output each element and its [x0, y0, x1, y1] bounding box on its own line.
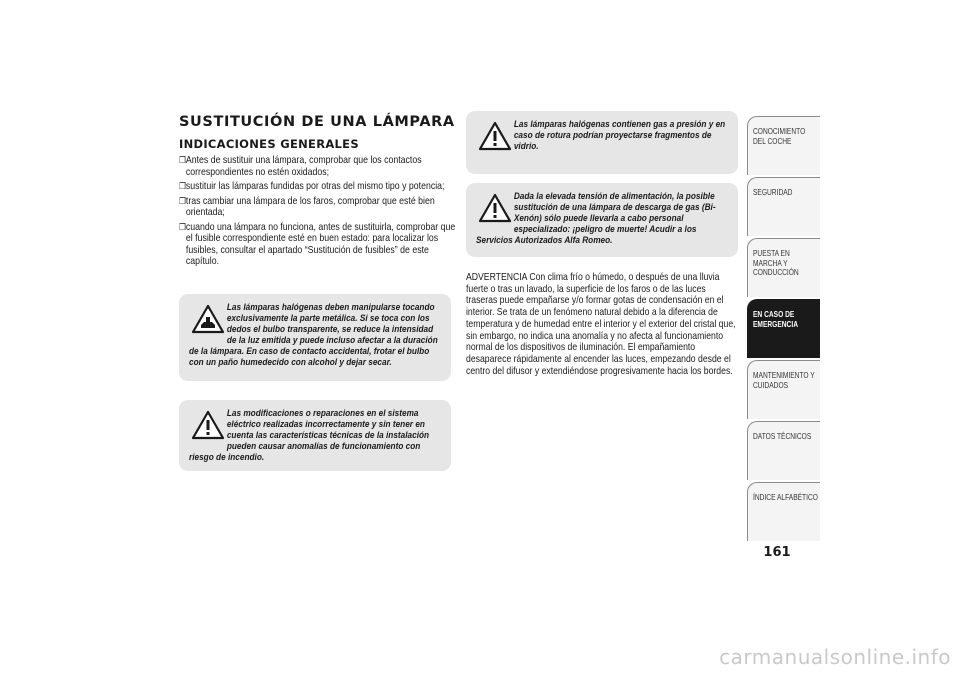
list-item: ❒ Antes de sustituir una lámpara, comprobar que los contactos correspondientes no estén oxidados; — [179, 155, 422, 178]
tab-mantenimiento[interactable]: MANTENIMIENTO Y CUIDADOS — [747, 360, 820, 419]
warning-text: Las modificaciones o reparaciones en el sistema eléctrico realizadas incorrectamente y sin tener en cuenta las características técnicas de la instalación pueden causar anomalías de funcionamiento con riesgo de incendio. — [189, 408, 430, 463]
warning-box-modifications — [179, 400, 451, 471]
bullet-mark: ❒ — [179, 181, 186, 191]
warning-text: Las lámparas halógenas deben manipularse tocando exclusivamente la parte metálica. Si se toca con los dedos el bulbo transparente, se reduce la intensidad de la luz emitida y puede incluso afectar a la duración de la lámpara. En caso de contacto accidental, frotar el bulbo con un paño humedecido con alcohol y dejar secar. — [189, 302, 438, 368]
left-column — [179, 113, 456, 271]
section-subtitle: INDICACIONES GENERALES — [179, 137, 359, 151]
page-title: SUSTITUCIÓN DE UNA LÁMPARA — [179, 114, 455, 130]
tab-en-caso-de-emergencia[interactable]: EN CASO DE EMERGENCIA — [747, 299, 820, 358]
advertencia-paragraph: ADVERTENCIA Con clima frío o húmedo, o después de una lluvia fuerte o tras un lavado, la superficie de los faros o de las luces traseras puede empañarse y/o formar gotas de condensación en el interior. Se trata de un fenómeno natural debido a la diferencia de temperatura y de humedad entre el interior y el exterior del cristal que, sin embargo, no indica una anomalía y no afecta al funcionamiento normal de los dispositivos de iluminación. El empañamiento desaparece rápidamente al encender las luces, empezando desde el centro del difusor y extendiéndose progresivamente hacia los bordes. — [466, 272, 736, 377]
list-item: ❒ sustituir las lámparas fundidas por otras del mismo tipo y potencia; — [179, 181, 445, 192]
warning-box-halogen-handling — [179, 294, 451, 381]
list-item: ❒ tras cambiar una lámpara de los faros, comprobar que esté bien orientada; — [179, 195, 435, 218]
bullet-mark: ❒ — [179, 221, 186, 232]
warning-text: Dada la elevada tensión de alimentación, la posible sustitución de una lámpara de descarga de gas (Bi-Xenón) sólo puede llevarla a cabo personal especializado: ¡peligro de muerte! Acudir a los Servicios Autorizados Alfa Romeo. — [476, 191, 716, 246]
warning-text: Las lámparas halógenas contienen gas a presión y en caso de rotura podrían proyectarse fragmentos de vidrio. — [513, 119, 726, 152]
tab-datos-tecnicos[interactable]: DATOS TÉCNICOS — [747, 421, 820, 480]
bullet-mark: ❒ — [179, 195, 186, 206]
bullet-mark: ❒ — [179, 155, 186, 165]
chapter-tabs — [747, 116, 820, 543]
tab-indice-alfabetico[interactable]: ÍNDICE ALFABÉTICO — [747, 482, 820, 541]
tab-conocimiento-del-coche[interactable]: CONOCIMIENTO DEL COCHE — [747, 116, 820, 175]
tab-seguridad[interactable]: SEGURIDAD — [747, 177, 820, 236]
bullet-list — [179, 155, 456, 268]
list-item: ❒ cuando una lámpara no funciona, antes de sustituirla, comprobar que el fusible correspondiente esté en buen estado: para localizar los fusibles, consultar el apartado “Sustitución de fusibles” de este capítulo. — [179, 221, 456, 267]
tab-puesta-en-marcha[interactable]: PUESTA EN MARCHA Y CONDUCCIÓN — [747, 238, 820, 297]
watermark: carmanualsonline.info — [719, 645, 951, 669]
page-number: 161 — [763, 545, 791, 560]
warning-box-high-voltage — [466, 183, 738, 257]
warning-box-halogen-pressure — [466, 111, 738, 174]
